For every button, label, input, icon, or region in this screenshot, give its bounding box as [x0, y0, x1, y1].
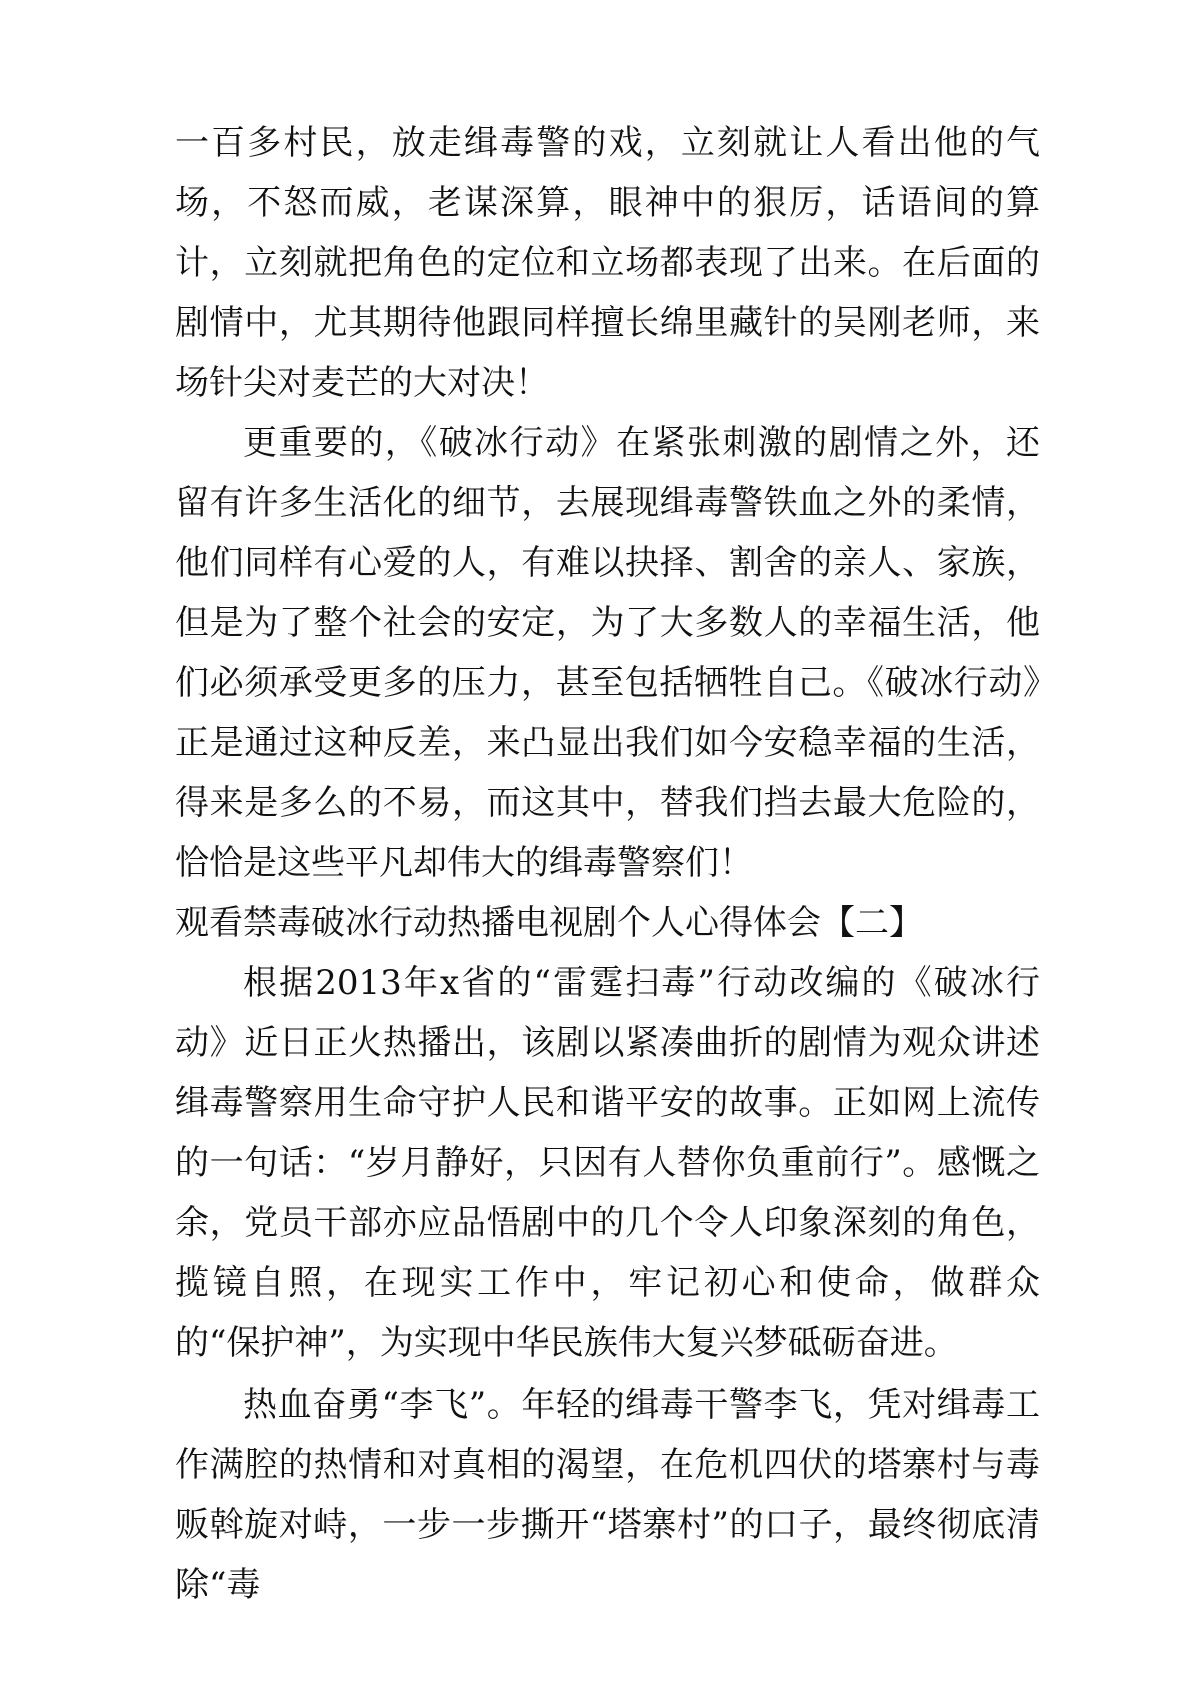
- paragraph-3: 根据2013年x省的“雷霆扫毒”行动改编的《破冰行动》近日正火热播出，该剧以紧凑曲折的剧情为观众讲述缉毒警察用生命守护人民和谐平安的故事。正如网上流传的一句话：“岁月静好，只因有人替你负重前行”。感慨之余，党员干部亦应品悟剧中的几个令人印象深刻的角色，揽镜自照，在现实工作中，牢记初心和使命，做群众的“保护神”，为实现中华民族伟大复兴梦砥砺奋进。: [175, 963, 1040, 1363]
- section-heading: 观看禁毒破冰行动热播电视剧个人心得体会【二】: [175, 903, 923, 943]
- paragraph-1: 一百多村民，放走缉毒警的戏，立刻就让人看出他的气场，不怒而威，老谋深算，眼神中的狠厉，话语间的算计，立刻就把角色的定位和立场都表现了出来。在后面的剧情中，尤其期待他跟同样擅长绵里藏针的吴刚老师，来场针尖对麦芒的大对决！: [175, 123, 1040, 403]
- paragraph-4: 热血奋勇“李飞”。年轻的缉毒干警李飞，凭对缉毒工作满腔的热情和对真相的渴望，在危机四伏的塔寨村与毒贩斡旋对峙，一步一步撕开“塔寨村”的口子，最终彻底清除“毒: [175, 1385, 1040, 1605]
- document-body: [175, 113, 1040, 1615]
- paragraph-2: 更重要的，《破冰行动》在紧张刺激的剧情之外，还留有许多生活化的细节，去展现缉毒警铁血之外的柔情，他们同样有心爱的人，有难以抉择、割舍的亲人、家族，但是为了整个社会的安定，为了大多数人的幸福生活，他们必须承受更多的压力，甚至包括牺牲自己。《破冰行动》正是通过这种反差，来凸显出我们如今安稳幸福的生活，得来是多么的不易，而这其中，替我们挡去最大危险的，恰恰是这些平凡却伟大的缉毒警察们！: [175, 423, 1040, 883]
